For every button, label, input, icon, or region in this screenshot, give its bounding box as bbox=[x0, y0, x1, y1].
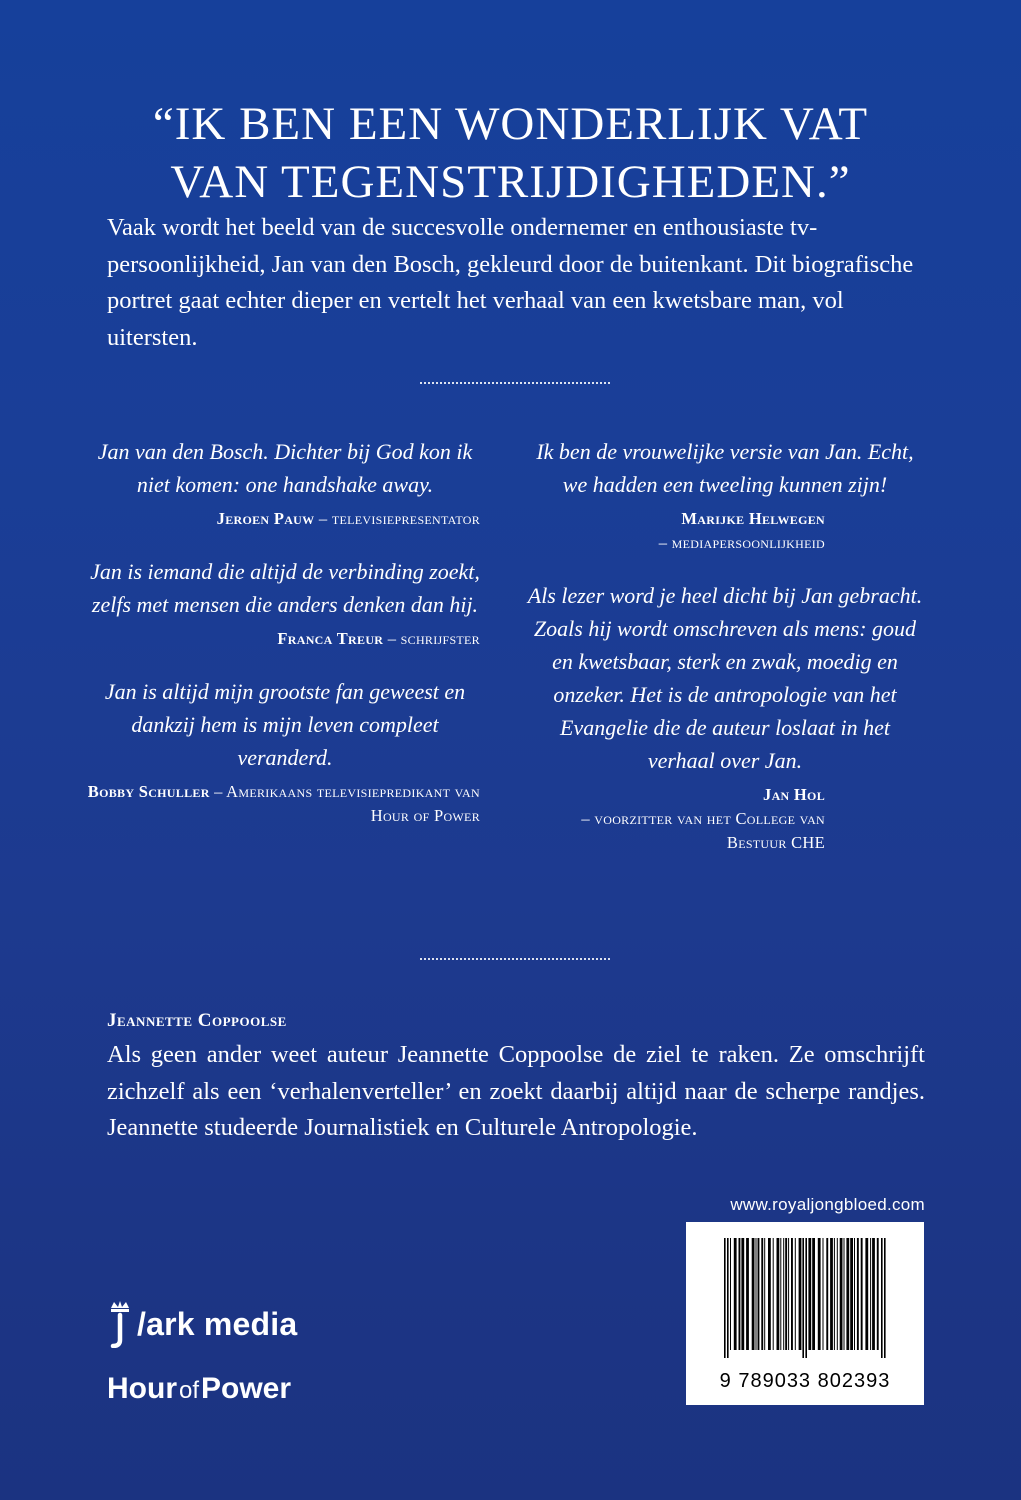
isbn-number: 9 789033 802393 bbox=[719, 1370, 891, 1392]
quote-role: – televisiepresentator bbox=[318, 509, 480, 528]
quote-item bbox=[525, 435, 925, 555]
quote-role: – schrijfster bbox=[387, 629, 480, 648]
barcode-bar bbox=[844, 1238, 845, 1350]
quote-text: Jan van den Bosch. Dichter bij God kon ik niet komen: one handshake away. bbox=[97, 439, 473, 497]
quote-text: Ik ben de vrouwelijke versie van Jan. Echt, we hadden een tweeling kunnen zijn! bbox=[536, 439, 914, 497]
hop-word-power: Power bbox=[201, 1372, 292, 1405]
barcode-bar bbox=[799, 1238, 802, 1350]
barcode-guard-bar bbox=[727, 1238, 729, 1358]
barcode-bar bbox=[795, 1238, 796, 1350]
barcode-bars bbox=[724, 1238, 886, 1358]
barcode-guard-bar bbox=[881, 1238, 883, 1358]
barcode-bar bbox=[812, 1238, 815, 1350]
quote-item bbox=[85, 555, 485, 651]
quote-text: Jan is iemand die altijd de verbinding zoekt, zelfs met mensen die anders denken dan hij. bbox=[90, 559, 480, 617]
dotted-divider bbox=[420, 382, 610, 386]
barcode-bar bbox=[823, 1238, 824, 1350]
barcode-bar bbox=[730, 1238, 731, 1350]
quote-author: Jeroen Pauw bbox=[216, 509, 315, 528]
barcode-bar bbox=[872, 1238, 875, 1350]
quote-source bbox=[525, 783, 925, 855]
barcode-bar bbox=[818, 1238, 821, 1350]
quote-item bbox=[85, 435, 485, 531]
quote-author: Franca Treur bbox=[277, 629, 384, 648]
barcode-bar bbox=[840, 1238, 843, 1350]
barcode-bar bbox=[734, 1238, 737, 1350]
quote-author: Marijke Helwegen bbox=[681, 509, 825, 528]
barcode-bar bbox=[785, 1238, 787, 1350]
barcode-bar bbox=[826, 1238, 828, 1350]
barcode-bar bbox=[850, 1238, 853, 1350]
barcode-bar bbox=[752, 1238, 755, 1350]
barcode-bar bbox=[865, 1238, 868, 1350]
quote-role: – voorzitter van het College van Bestuur CHE bbox=[581, 809, 825, 852]
barcode-bar bbox=[857, 1238, 859, 1350]
quote-text: Jan is altijd mijn grootste fan geweest en dankzij hem is mijn leven compleet veranderd. bbox=[104, 679, 466, 770]
quote-source bbox=[85, 780, 485, 828]
barcode-bar bbox=[777, 1238, 780, 1350]
quote-source bbox=[85, 627, 485, 651]
intro-paragraph: Vaak wordt het beeld van de succesvolle ondernemer en enthousiaste tv-persoonlijkheid, Jan van den Bosch, gekleurd door de buitenkant. Dit biografische portret gaat echter dieper en vertelt het verhaal van een kwetsbare man, vol uitersten. bbox=[107, 214, 914, 351]
barcode-bar bbox=[783, 1238, 784, 1350]
headline-line-1: “IK BEN EEN WONDERLIJK VAT bbox=[152, 98, 869, 150]
barcode-guard-bar bbox=[884, 1238, 886, 1358]
barcode-bar bbox=[780, 1238, 781, 1350]
crown-icon bbox=[105, 1300, 135, 1348]
barcode-bar bbox=[791, 1238, 793, 1350]
headline-line-2: VAN TEGENSTRIJDIGHEDEN.” bbox=[170, 156, 851, 208]
barcode-bar bbox=[870, 1238, 871, 1350]
barcode-guard-bar bbox=[724, 1238, 726, 1358]
quote-item bbox=[85, 675, 485, 828]
barcode-bar bbox=[768, 1238, 771, 1350]
quote-role: – mediapersoonlijkheid bbox=[658, 533, 825, 552]
barcode-bar bbox=[861, 1238, 863, 1350]
barcode-bar bbox=[837, 1238, 838, 1350]
barcode-bar bbox=[741, 1238, 744, 1350]
barcode bbox=[686, 1222, 924, 1405]
quotes-right-column bbox=[525, 435, 925, 879]
barcode-bar bbox=[761, 1238, 763, 1350]
hop-word-hour: Hour bbox=[107, 1372, 177, 1405]
barcode-bar bbox=[877, 1238, 879, 1350]
quotes-left-column bbox=[85, 435, 485, 852]
barcode-bar bbox=[773, 1238, 774, 1350]
barcode-bar bbox=[846, 1238, 849, 1350]
headline-quote bbox=[60, 95, 961, 211]
quote-source bbox=[85, 507, 485, 531]
barcode-bar bbox=[739, 1238, 741, 1350]
barcode-bar bbox=[764, 1238, 765, 1350]
quote-item bbox=[525, 579, 925, 855]
barcode-guard-bar bbox=[805, 1238, 807, 1358]
barcode-bar bbox=[834, 1238, 835, 1350]
dotted-divider bbox=[420, 958, 610, 962]
quote-role: – Amerikaans televisiepredikant van Hour of Power bbox=[214, 782, 480, 825]
barcode-guard-bar bbox=[802, 1238, 804, 1358]
hour-of-power-logo bbox=[107, 1372, 291, 1406]
quote-author: Jan Hol bbox=[763, 785, 825, 804]
barcode-bar bbox=[746, 1238, 749, 1350]
barcode-bar bbox=[758, 1238, 760, 1350]
author-bio: Als geen ander weet auteur Jeannette Coppoolse de ziel te raken. Ze omschrijft zichzelf als een ‘verhalenverteller’ en zoekt daarbij altijd naar de scherpe randjes. Jeannette studeerde Journalistiek en Culturele Antropologie. bbox=[107, 1041, 925, 1141]
barcode-bar bbox=[756, 1238, 757, 1350]
barcode-bar bbox=[788, 1238, 789, 1350]
ark-media-logo-text: /ark media bbox=[137, 1306, 298, 1342]
barcode-bar bbox=[854, 1238, 855, 1350]
quote-source bbox=[525, 507, 925, 555]
quote-text: Als lezer word je heel dicht bij Jan gebracht. Zoals hij wordt omschreven als mens: goud en kwetsbaar, sterk en zwak, moedig en onzeker. Het is de antropologie van het Evangelie die de auteur loslaat in het verhaal over Jan. bbox=[527, 583, 923, 773]
quote-author: Bobby Schuller bbox=[87, 782, 210, 801]
publisher-url[interactable]: www.royaljongbloed.com bbox=[730, 1195, 925, 1214]
barcode-bar bbox=[808, 1238, 811, 1350]
author-name: Jeannette Coppoolse bbox=[107, 1010, 287, 1031]
barcode-bar bbox=[830, 1238, 833, 1350]
hop-word-of: of bbox=[179, 1377, 200, 1404]
